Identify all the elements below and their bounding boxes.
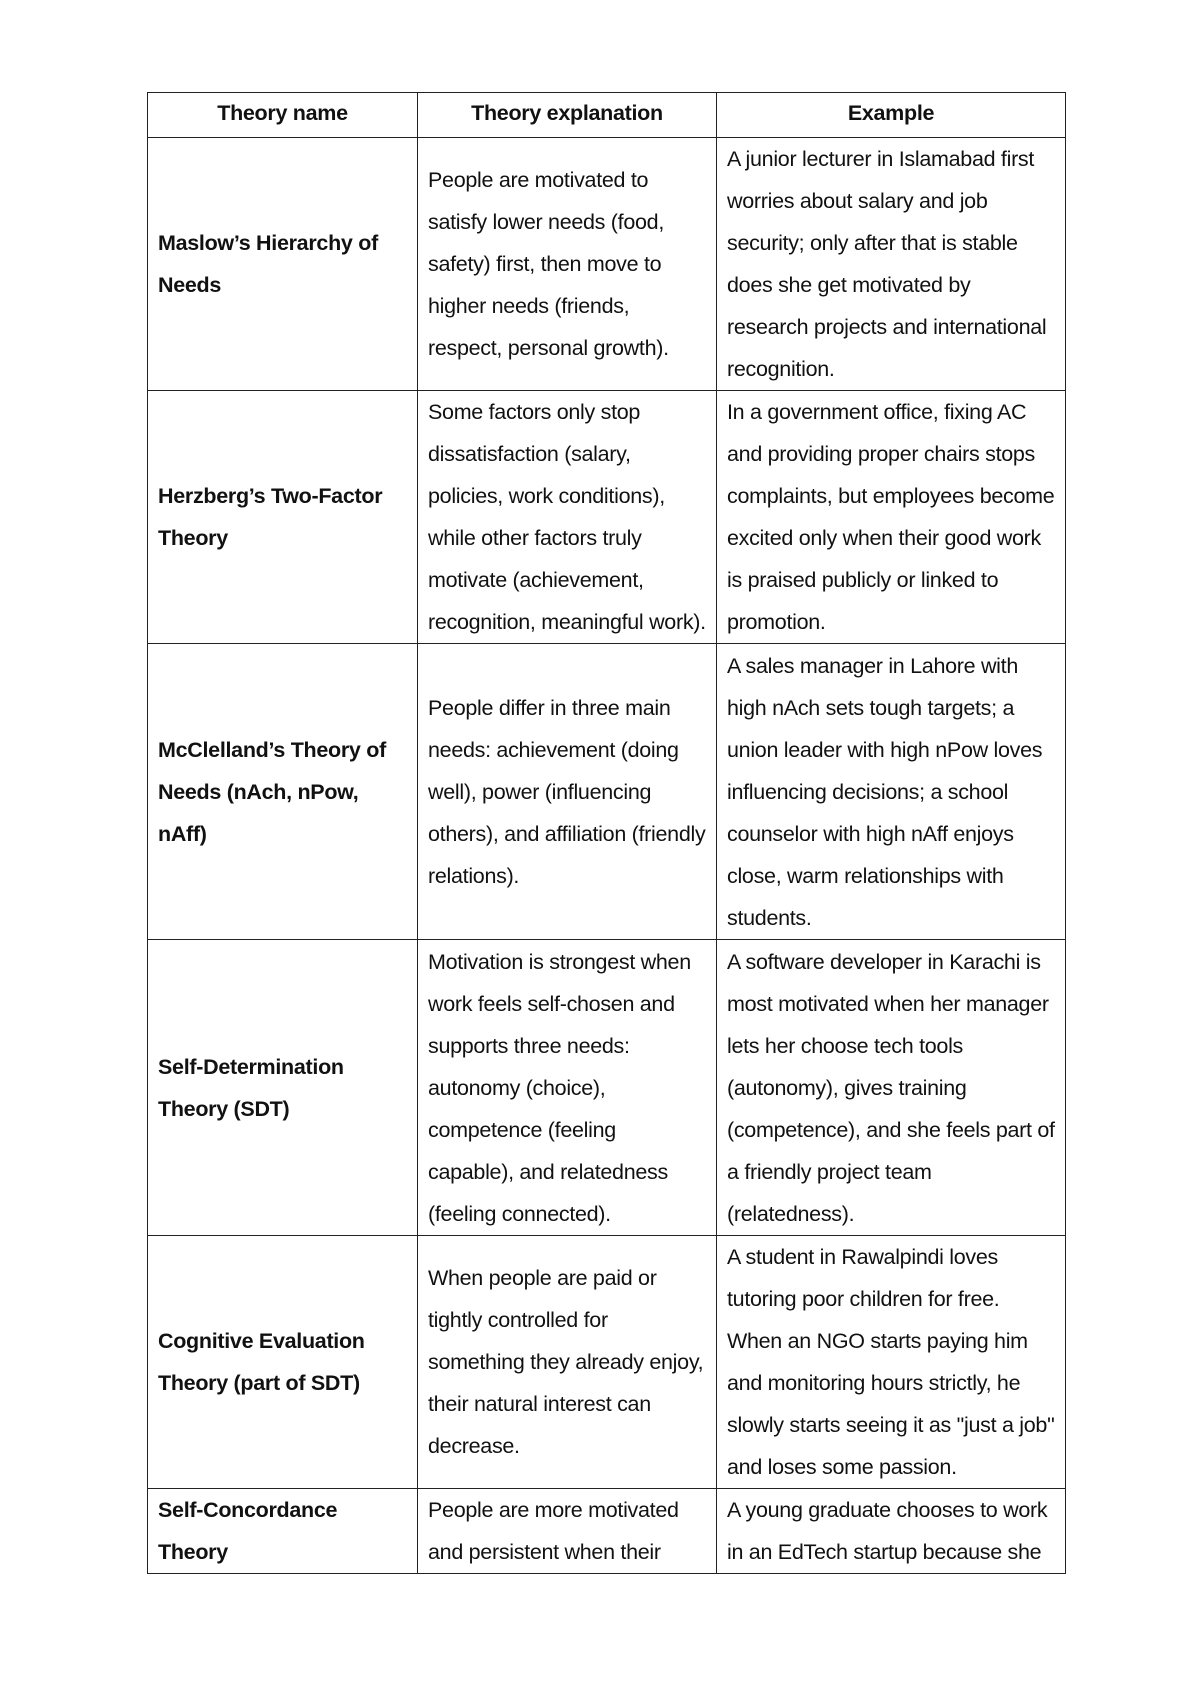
theory-table xyxy=(147,92,1066,1574)
header-example: Example xyxy=(717,93,1066,138)
theory-explanation-cell: People are more motivated and persistent when their xyxy=(418,1489,717,1574)
theory-example-cell: A student in Rawalpindi loves tutoring poor children for free. When an NGO starts paying him and monitoring hours strictly, he slowly starts seeing it as "just a job" and loses some passion. xyxy=(717,1236,1066,1489)
header-theory-name: Theory name xyxy=(148,93,418,138)
table-row xyxy=(148,940,1066,1236)
theory-name-cell: Herzberg’s Two-Factor Theory xyxy=(148,391,418,644)
theory-name-cell: Self-Concordance Theory xyxy=(148,1489,418,1574)
table-header-row xyxy=(148,93,1066,138)
theory-example-cell: A young graduate chooses to work in an EdTech startup because she xyxy=(717,1489,1066,1574)
table-row xyxy=(148,1236,1066,1489)
theory-name-cell: Self-Determination Theory (SDT) xyxy=(148,940,418,1236)
theory-example-cell: A junior lecturer in Islamabad first worries about salary and job security; only after that is stable does she get motivated by research projects and international recognition. xyxy=(717,138,1066,391)
theory-example-cell: A sales manager in Lahore with high nAch sets tough targets; a union leader with high nPow loves influencing decisions; a school counselor with high nAff enjoys close, warm relationships with students. xyxy=(717,644,1066,940)
theory-name-cell: McClelland’s Theory of Needs (nAch, nPow, nAff) xyxy=(148,644,418,940)
theory-name-cell: Cognitive Evaluation Theory (part of SDT) xyxy=(148,1236,418,1489)
theory-explanation-cell: Motivation is strongest when work feels self-chosen and supports three needs: autonomy (choice), competence (feeling capable), and relatedness (feeling connected). xyxy=(418,940,717,1236)
header-theory-explanation: Theory explanation xyxy=(418,93,717,138)
theory-name-cell: Maslow’s Hierarchy of Needs xyxy=(148,138,418,391)
theory-explanation-cell: Some factors only stop dissatisfaction (salary, policies, work conditions), while other factors truly motivate (achievement, recognition, meaningful work). xyxy=(418,391,717,644)
table-row xyxy=(148,391,1066,644)
theory-explanation-cell: People differ in three main needs: achievement (doing well), power (influencing others), and affiliation (friendly relations). xyxy=(418,644,717,940)
theory-example-cell: A software developer in Karachi is most motivated when her manager lets her choose tech tools (autonomy), gives training (competence), and she feels part of a friendly project team (relatedness). xyxy=(717,940,1066,1236)
theory-example-cell: In a government office, fixing AC and providing proper chairs stops complaints, but employees become excited only when their good work is praised publicly or linked to promotion. xyxy=(717,391,1066,644)
theory-explanation-cell: When people are paid or tightly controlled for something they already enjoy, their natural interest can decrease. xyxy=(418,1236,717,1489)
table-row xyxy=(148,644,1066,940)
theory-explanation-cell: People are motivated to satisfy lower needs (food, safety) first, then move to higher needs (friends, respect, personal growth). xyxy=(418,138,717,391)
table-row xyxy=(148,138,1066,391)
table-row xyxy=(148,1489,1066,1574)
